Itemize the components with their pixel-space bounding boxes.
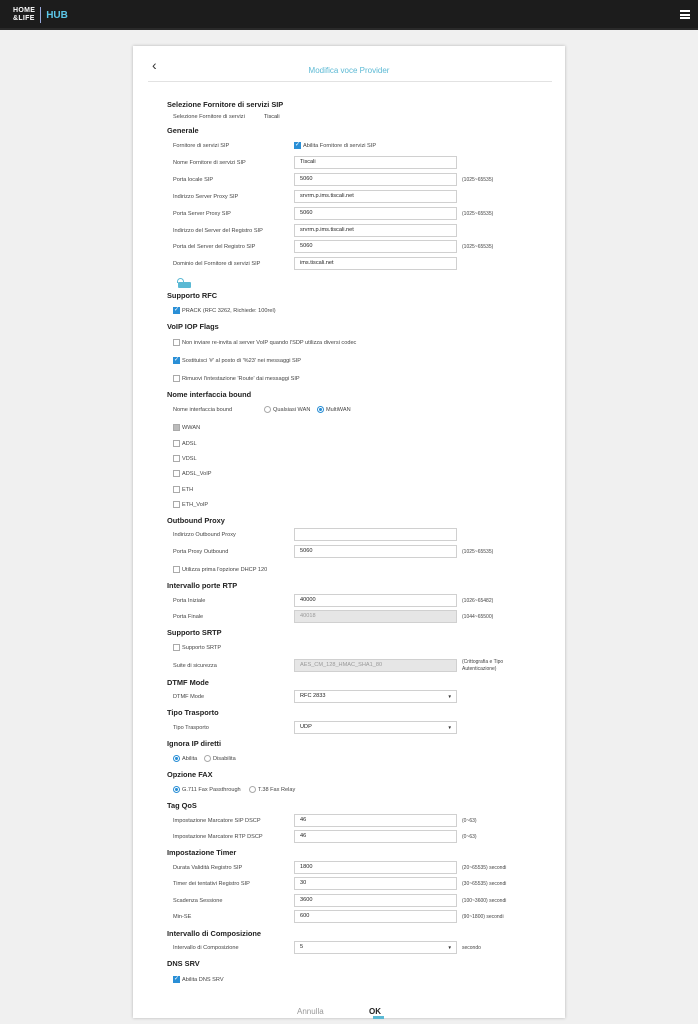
brand-line-1: HOME [13,7,36,14]
timer-session-hint: (100~3600) secondi [462,898,507,904]
section-dtmf: DTMF Mode [167,678,209,687]
timer-retry-label: Timer dei tentativi Registro SIP [173,881,250,887]
qos-rtp-input[interactable]: 46 [294,830,457,843]
section-general: Generale [167,126,199,135]
iface-vdsl-label: VDSL [182,456,197,462]
outbound-address-label: Indirizzo Outbound Proxy [173,532,236,538]
qos-sip-input[interactable]: 46 [294,814,457,827]
timer-reg-input[interactable]: 1800 [294,861,457,874]
rtp-start-label: Porta Iniziale [173,598,206,604]
dial-interval-value: 5 [300,944,304,950]
section-provider-select: Selezione Fornitore di servizi SIP [167,100,284,109]
outbound-port-label: Porta Proxy Outbound [173,549,229,555]
direct-ip-enable-radio[interactable] [173,755,180,762]
timer-retry-input[interactable]: 30 [294,877,457,890]
dtmf-label: DTMF Mode [173,694,205,700]
cancel-button[interactable]: Annulla [297,1007,324,1016]
replace-hash-checkbox[interactable] [173,357,180,364]
security-suite-hint-2: Autenticazione) [462,666,497,672]
no-reinvite-label: Non inviare re-invita al server VoIP quando l'SDP utilizza diversi codec [182,340,357,346]
dtmf-select-value: RFC 2833 [300,693,326,699]
brand-line-2: &LIFE [13,15,35,22]
qos-sip-label: Impostazione Marcatore SIP DSCP [173,818,261,824]
prack-label: PRACK (RFC 3262, Richiede: 100rel) [182,308,276,314]
iface-eth-voip-label: ETH_VoIP [182,502,209,508]
provider-name-input[interactable]: Tiscali [294,156,457,169]
timer-minse-hint: (90~1800) secondi [462,914,504,920]
brand-logo[interactable] [13,5,68,25]
rtp-end-label: Porta Finale [173,614,204,620]
qos-sip-hint: (0~63) [462,818,477,824]
rtp-end-hint: (1044~65500) [462,614,494,620]
rtp-start-input[interactable]: 40000 [294,594,457,607]
dial-interval-label: Intervallo di Composizione [173,945,239,951]
qos-rtp-label: Impostazione Marcatore RTP DSCP [173,834,263,840]
section-fax: Opzione FAX [167,770,213,779]
section-dial: Intervallo di Composizione [167,929,262,938]
srtp-checkbox[interactable] [173,644,180,651]
section-direct-ip: Ignora IP diretti [167,739,222,748]
enable-provider-checkbox[interactable] [294,142,301,149]
timer-reg-hint: (20~65535) secondi [462,865,507,871]
registrar-address-input[interactable]: srvrm.p.ims.tiscali.net [294,224,457,237]
provider-name-label: Nome Fornitore di servizi SIP [173,160,246,166]
iface-adsl-voip-checkbox[interactable] [173,470,180,477]
outbound-address-input[interactable] [294,528,457,541]
section-srtp: Supporto SRTP [167,628,222,637]
page-title: Modifica voce Provider [308,66,390,75]
security-suite-input: AES_CM_128_HMAC_SHA1_80 [294,659,457,672]
qos-rtp-hint: (0~63) [462,834,477,840]
registrar-address-label: Indirizzo del Server del Registro SIP [173,228,263,234]
transport-select[interactable] [294,721,457,734]
fax-t38-radio[interactable] [249,786,256,793]
iface-adsl-label: ADSL [182,441,197,447]
any-wan-label: Qualsiasi WAN [273,407,311,413]
bound-label: Nome interfaccia bound [173,407,233,413]
timer-minse-input[interactable]: 600 [294,910,457,923]
section-timer: Impostazione Timer [167,848,237,857]
local-port-input[interactable]: 5060 [294,173,457,186]
brand-wordmark [13,7,35,23]
iface-wwan-checkbox[interactable] [173,424,180,431]
dns-srv-checkbox[interactable] [173,976,180,983]
transport-select-value: UDP [300,724,312,730]
section-dns: DNS SRV [167,959,200,968]
direct-ip-disable-radio[interactable] [204,755,211,762]
ok-button-underline [373,1016,384,1019]
outbound-port-hint: (1025~65535) [462,549,494,555]
prack-checkbox[interactable] [173,307,180,314]
remove-route-label: Rimuovi l'intestazione 'Route' dai messaggi SIP [182,376,300,382]
provider-domain-label: Dominio del Fornitore di servizi SIP [173,261,261,267]
srtp-label: Supporto SRTP [182,645,222,651]
back-chevron-icon[interactable]: ‹ [152,57,157,73]
fax-g711-radio[interactable] [173,786,180,793]
dial-interval-hint: secondo [462,945,481,951]
remove-route-checkbox[interactable] [173,375,180,382]
provider-domain-input[interactable]: ims.tiscali.net [294,257,457,270]
hamburger-menu-icon[interactable] [680,10,690,19]
iface-eth-checkbox[interactable] [173,486,180,493]
proxy-address-label: Indirizzo Server Proxy SIP [173,194,239,200]
dtmf-select[interactable] [294,690,457,703]
title-divider [148,81,552,82]
top-bar [0,0,698,30]
timer-retry-hint: (30~65535) secondi [462,881,507,887]
timer-session-label: Scadenza Sessione [173,898,223,904]
registrar-port-hint: (1025~65535) [462,244,494,250]
sip-provider-label: Fornitore di servizi SIP [173,143,230,149]
iface-wwan-label: WWAN [182,425,201,431]
iface-eth-voip-checkbox[interactable] [173,501,180,508]
no-reinvite-checkbox[interactable] [173,339,180,346]
section-outbound: Outbound Proxy [167,516,225,525]
direct-ip-disable-label: Disabilita [213,756,236,762]
section-rtp: Intervallo porte RTP [167,581,238,590]
iface-vdsl-checkbox[interactable] [173,455,180,462]
any-wan-radio[interactable] [264,406,271,413]
iface-adsl-checkbox[interactable] [173,440,180,447]
fax-t38-label: T.38 Fax Relay [258,787,296,793]
proxy-address-input[interactable]: srvrm.p.ims.tiscali.net [294,190,457,203]
registrar-port-input[interactable]: 5060 [294,240,457,253]
dial-interval-select[interactable] [294,941,457,954]
local-port-hint: (1025~65535) [462,177,494,183]
brand-hub: HUB [46,9,68,21]
outbound-port-input[interactable]: 5060 [294,545,457,558]
iface-eth-label: ETH [182,487,194,493]
iface-adsl-voip-label: ADSL_VoIP [182,471,212,477]
dns-srv-label: Abilita DNS SRV [182,977,224,983]
dhcp120-checkbox[interactable] [173,566,180,573]
direct-ip-enable-label: Abilita [182,756,198,762]
provider-select-label: Selezione Fornitore di servizi [173,114,245,120]
local-port-label: Porta locale SIP [173,177,214,183]
section-rfc: Supporto RFC [167,291,218,300]
fax-g711-label: G.711 Fax Passthrough [182,787,241,793]
transport-label: Tipo Trasporto [173,725,209,731]
enable-provider-label: Abilita Fornitore di servizi SIP [303,143,377,149]
proxy-port-input[interactable]: 5060 [294,207,457,220]
proxy-port-label: Porta Server Proxy SIP [173,211,231,217]
proxy-port-hint: (1025~65535) [462,211,494,217]
multi-wan-radio[interactable] [317,406,324,413]
security-suite-label: Suite di sicurezza [173,663,217,669]
timer-minse-label: Min-SE [173,914,192,920]
dhcp120-label: Utilizza prima l'opzione DHCP 120 [182,567,268,573]
rtp-start-hint: (1026~65482) [462,598,494,604]
timer-session-input[interactable]: 3600 [294,894,457,907]
security-suite-hint-1: (Crittografia e Tipo [462,659,504,665]
ok-button[interactable]: OK [369,1007,381,1016]
brand-separator [40,7,41,23]
section-transport: Tipo Trasporto [167,708,219,717]
section-qos: Tag QoS [167,801,197,810]
rtp-end-input: 40018 [294,610,457,623]
unlock-icon[interactable] [175,278,191,287]
section-bound: Nome interfaccia bound [167,390,252,399]
section-iop: VoIP IOP Flags [167,322,219,331]
replace-hash-label: Sostituisci '#' al posto di '%23' nei messaggi SIP [182,358,302,364]
registrar-port-label: Porta del Server del Registro SIP [173,244,256,250]
multi-wan-label: MultiWAN [326,407,351,413]
timer-reg-label: Durata Validità Registro SIP [173,865,243,871]
provider-select-value[interactable]: Tiscali [264,114,280,120]
